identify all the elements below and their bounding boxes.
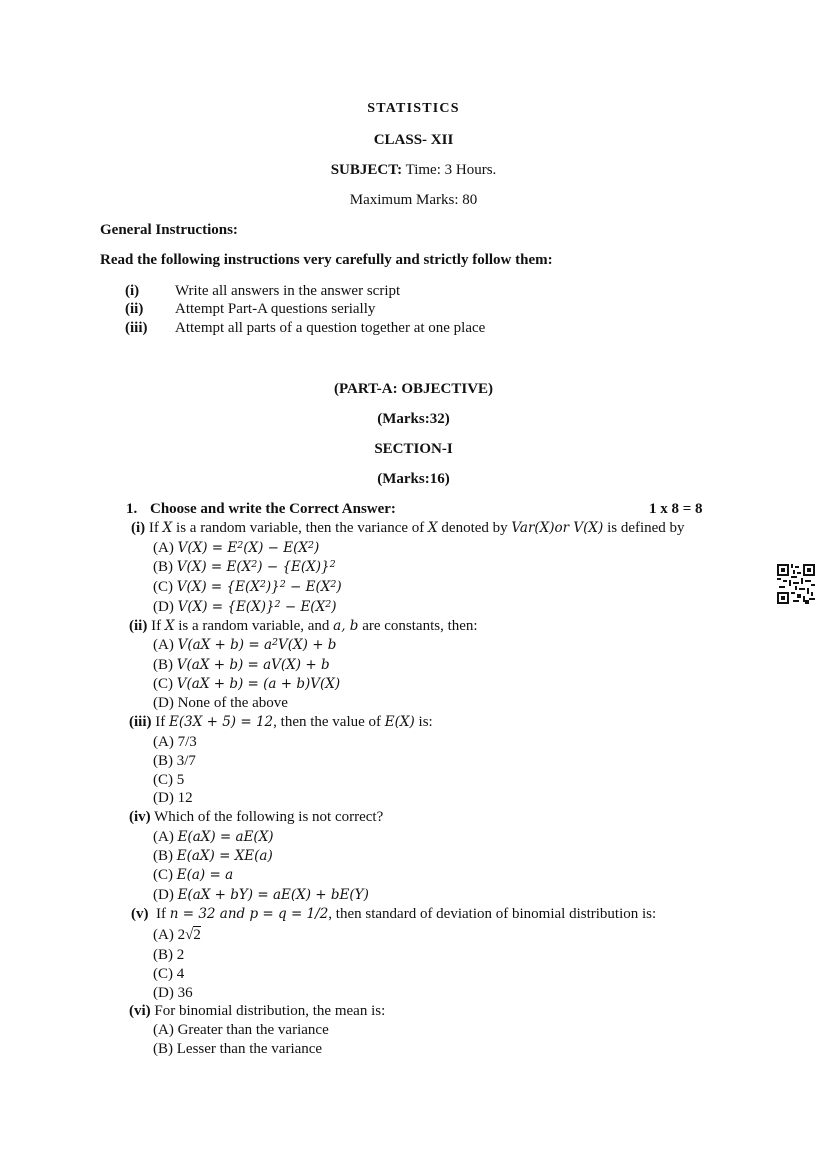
option-math: E(aX) = aE(X) xyxy=(177,829,274,845)
option-i-b xyxy=(153,558,336,576)
subquestion-vi xyxy=(129,1002,385,1020)
stem-text: For binomial distribution, the mean is: xyxy=(150,1003,386,1019)
option-iii-a: (A) 7/3 xyxy=(153,734,197,750)
instruction-number: (i) xyxy=(125,283,140,299)
option-label: (D) xyxy=(153,695,178,711)
option-label: (B) xyxy=(153,657,177,673)
subquestion-i xyxy=(131,519,685,537)
subq-number: (ii) xyxy=(129,618,148,634)
option-math: E(aX + bY) = aE(X) + bE(Y) xyxy=(177,887,369,903)
option-text: None of the above xyxy=(177,695,288,711)
instruction-text: Attempt Part-A questions serially xyxy=(175,301,376,317)
option-ii-a xyxy=(153,636,336,654)
radicand: 2 xyxy=(193,927,201,943)
subq-number: (iv) xyxy=(129,809,151,825)
subquestion-v xyxy=(131,905,656,923)
option-ii-d xyxy=(153,694,288,712)
stem-text: is a random variable, and xyxy=(174,618,334,634)
subquestion-iv xyxy=(129,808,383,826)
option-label: (C) xyxy=(153,579,177,595)
option-math: $V(X) = \{E(X^2)\}^2 - E(X^2)$ xyxy=(176,578,342,595)
option-label: (D) xyxy=(153,887,178,903)
instruction-number: (ii) xyxy=(125,301,144,317)
option-math: $V(X) = E(X^2) - \{E(X)\}^2$ xyxy=(176,558,336,575)
option-v-d: (D) 36 xyxy=(153,985,193,1001)
coefficient: 2 xyxy=(177,927,186,943)
option-iii-d: (D) 12 xyxy=(153,790,193,806)
max-marks: Maximum Marks: 80 xyxy=(349,192,478,208)
option-i-d xyxy=(153,598,337,616)
option-i-a xyxy=(153,539,319,557)
option-label: (C) xyxy=(153,676,177,692)
question-prompt: Choose and write the Correct Answer: xyxy=(150,501,396,517)
subject-label: SUBJECT: xyxy=(330,162,403,178)
part-a-marks: (Marks:32) xyxy=(377,411,450,427)
subq-number: (v) xyxy=(131,906,149,922)
math-expr: E(X) xyxy=(384,714,415,730)
option-math: E(aX) = XE(a) xyxy=(176,848,273,864)
instruction-text: Attempt all parts of a question together at one place xyxy=(175,320,486,336)
option-iv-c xyxy=(153,866,233,884)
stem-text: If xyxy=(151,714,169,730)
option-iii-c: (C) 5 xyxy=(153,772,185,788)
stem-text: Which of the following is not correct? xyxy=(150,809,384,825)
stem-text: If xyxy=(148,906,170,922)
math-expr: Var(X)or V(X) xyxy=(511,520,604,536)
math-var: X xyxy=(164,618,175,634)
subquestion-iii xyxy=(129,713,433,731)
option-label: (A) xyxy=(153,829,178,845)
option-math: $V(X) = E^2(X) - E(X^2)$ xyxy=(177,539,320,556)
option-ii-c xyxy=(153,675,340,693)
subq-number: (i) xyxy=(131,520,146,536)
option-math: $V(aX + b) = a^2V(X) + b$ xyxy=(177,636,337,653)
option-math: E(a) = a xyxy=(176,867,234,883)
stem-text: , then the value of xyxy=(273,714,385,730)
radical-sign: √ xyxy=(185,927,194,943)
stem-text: If xyxy=(148,520,163,536)
option-i-c xyxy=(153,578,342,596)
option-math: $V(X) = \{E(X)\}^2 - E(X^2)$ xyxy=(177,598,337,615)
general-instructions-heading: General Instructions: xyxy=(100,222,238,238)
math-var: X xyxy=(162,520,173,536)
option-vi-b: (B) Lesser than the variance xyxy=(153,1041,323,1057)
math-var: X xyxy=(428,520,438,536)
stem-text: , then standard of deviation of binomial distribution is: xyxy=(328,906,657,922)
stem-text: is a random variable, then the variance of xyxy=(172,520,429,536)
stem-text: are constants, then: xyxy=(358,618,478,634)
option-iv-a xyxy=(153,828,274,846)
option-v-c: (C) 4 xyxy=(153,966,185,982)
section-title: SECTION-I xyxy=(374,441,453,457)
option-label: (B) xyxy=(153,848,177,864)
option-label: (C) xyxy=(153,867,177,883)
instruction-number: (iii) xyxy=(125,320,148,336)
stem-text: is defined by xyxy=(603,520,685,536)
subquestion-ii xyxy=(129,617,478,635)
instruction-text: Write all answers in the answer script xyxy=(175,283,401,299)
stem-text: denoted by xyxy=(437,520,512,536)
math-expr: E(3X + 5) = 12 xyxy=(169,714,274,730)
option-math: V(aX + b) = aV(X) + b xyxy=(176,657,330,673)
subq-number: (iii) xyxy=(129,714,152,730)
option-iv-d xyxy=(153,886,369,904)
class-line: CLASS- XII xyxy=(373,132,454,148)
qr-code-icon xyxy=(777,564,815,604)
stem-text: If xyxy=(147,618,165,634)
subq-number: (vi) xyxy=(129,1003,151,1019)
option-label: (A) xyxy=(153,637,178,653)
option-label: (B) xyxy=(153,559,177,575)
time-text: Time: 3 Hours. xyxy=(402,162,497,178)
math-var: a, b xyxy=(333,618,359,634)
question-marks: 1 x 8 = 8 xyxy=(649,501,703,517)
section-marks: (Marks:16) xyxy=(377,471,450,487)
option-math: V(aX + b) = (a + b)V(X) xyxy=(176,676,341,692)
paper-title: STATISTICS xyxy=(367,101,460,116)
part-a-title: (PART-A: OBJECTIVE) xyxy=(333,381,494,397)
option-vi-a: (A) Greater than the variance xyxy=(153,1022,329,1038)
option-label: (A) xyxy=(153,540,178,556)
instructions-lead: Read the following instructions very carefully and strictly follow them: xyxy=(100,252,553,268)
option-v-b: (B) 2 xyxy=(153,947,185,963)
option-iv-b xyxy=(153,847,273,865)
option-label: (D) xyxy=(153,599,178,615)
option-ii-b xyxy=(153,656,330,674)
question-number: 1. xyxy=(126,501,138,517)
option-iii-b: (B) 3/7 xyxy=(153,753,196,769)
math-expr: n = 32 and p = q = 1/2 xyxy=(169,906,329,922)
option-label: (A) xyxy=(153,927,178,943)
subject-line xyxy=(0,161,827,179)
option-v-a xyxy=(153,926,201,944)
stem-text: is: xyxy=(414,714,433,730)
